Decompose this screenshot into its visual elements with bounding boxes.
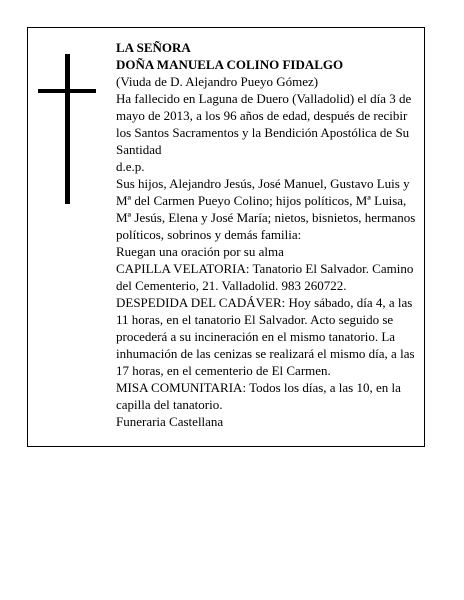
widow-line: (Viuda de D. Alejandro Pueyo Gómez)	[116, 74, 319, 89]
deceased-name: DOÑA MANUELA COLINO FIDALGO	[116, 57, 344, 72]
cross-icon	[38, 54, 96, 204]
cross-vertical-bar	[65, 54, 70, 204]
obituary-frame	[27, 27, 425, 447]
chapel-paragraph: CAPILLA VELATORIA: Tanatorio El Salvador. Camino del Cementerio, 21. Valladolid. 983 260722.	[116, 261, 414, 293]
death-paragraph: Ha fallecido en Laguna de Duero (Valladolid) el día 3 de mayo de 2013, a los 96 años de edad, después de recibir los Santos Sacramentos y la Bendición Apostólica de Su Santidad	[116, 91, 412, 157]
farewell-paragraph: DESPEDIDA DEL CADÁVER: Hoy sábado, día 4, a las 11 horas, en el tanatorio El Salvador. Acto seguido se procederá a su incineración en el mismo tanatorio. La inhumación de las cenizas se realizará el mismo día, a las 17 horas, en el cementerio de El Carmen.	[116, 295, 415, 378]
prayer-line: Ruegan una oración por su alma	[116, 244, 284, 259]
mass-paragraph: MISA COMUNITARIA: Todos los días, a las 10, en la capilla del tanatorio.	[116, 380, 401, 412]
funeral-home-line: Funeraria Castellana	[116, 414, 224, 429]
cross-horizontal-bar	[38, 89, 96, 93]
obituary-text	[116, 39, 422, 430]
family-paragraph: Sus hijos, Alejandro Jesús, José Manuel, Gustavo Luis y Mª del Carmen Pueyo Colino; hijos políticos, Mª Luisa, Mª Jesús, Elena y José María; nietos, bisnietos, hermanos políticos, sobrinos y demás familia:	[116, 176, 416, 242]
deceased-title: LA SEÑORA	[116, 40, 191, 55]
dep-line: d.e.p.	[116, 159, 145, 174]
